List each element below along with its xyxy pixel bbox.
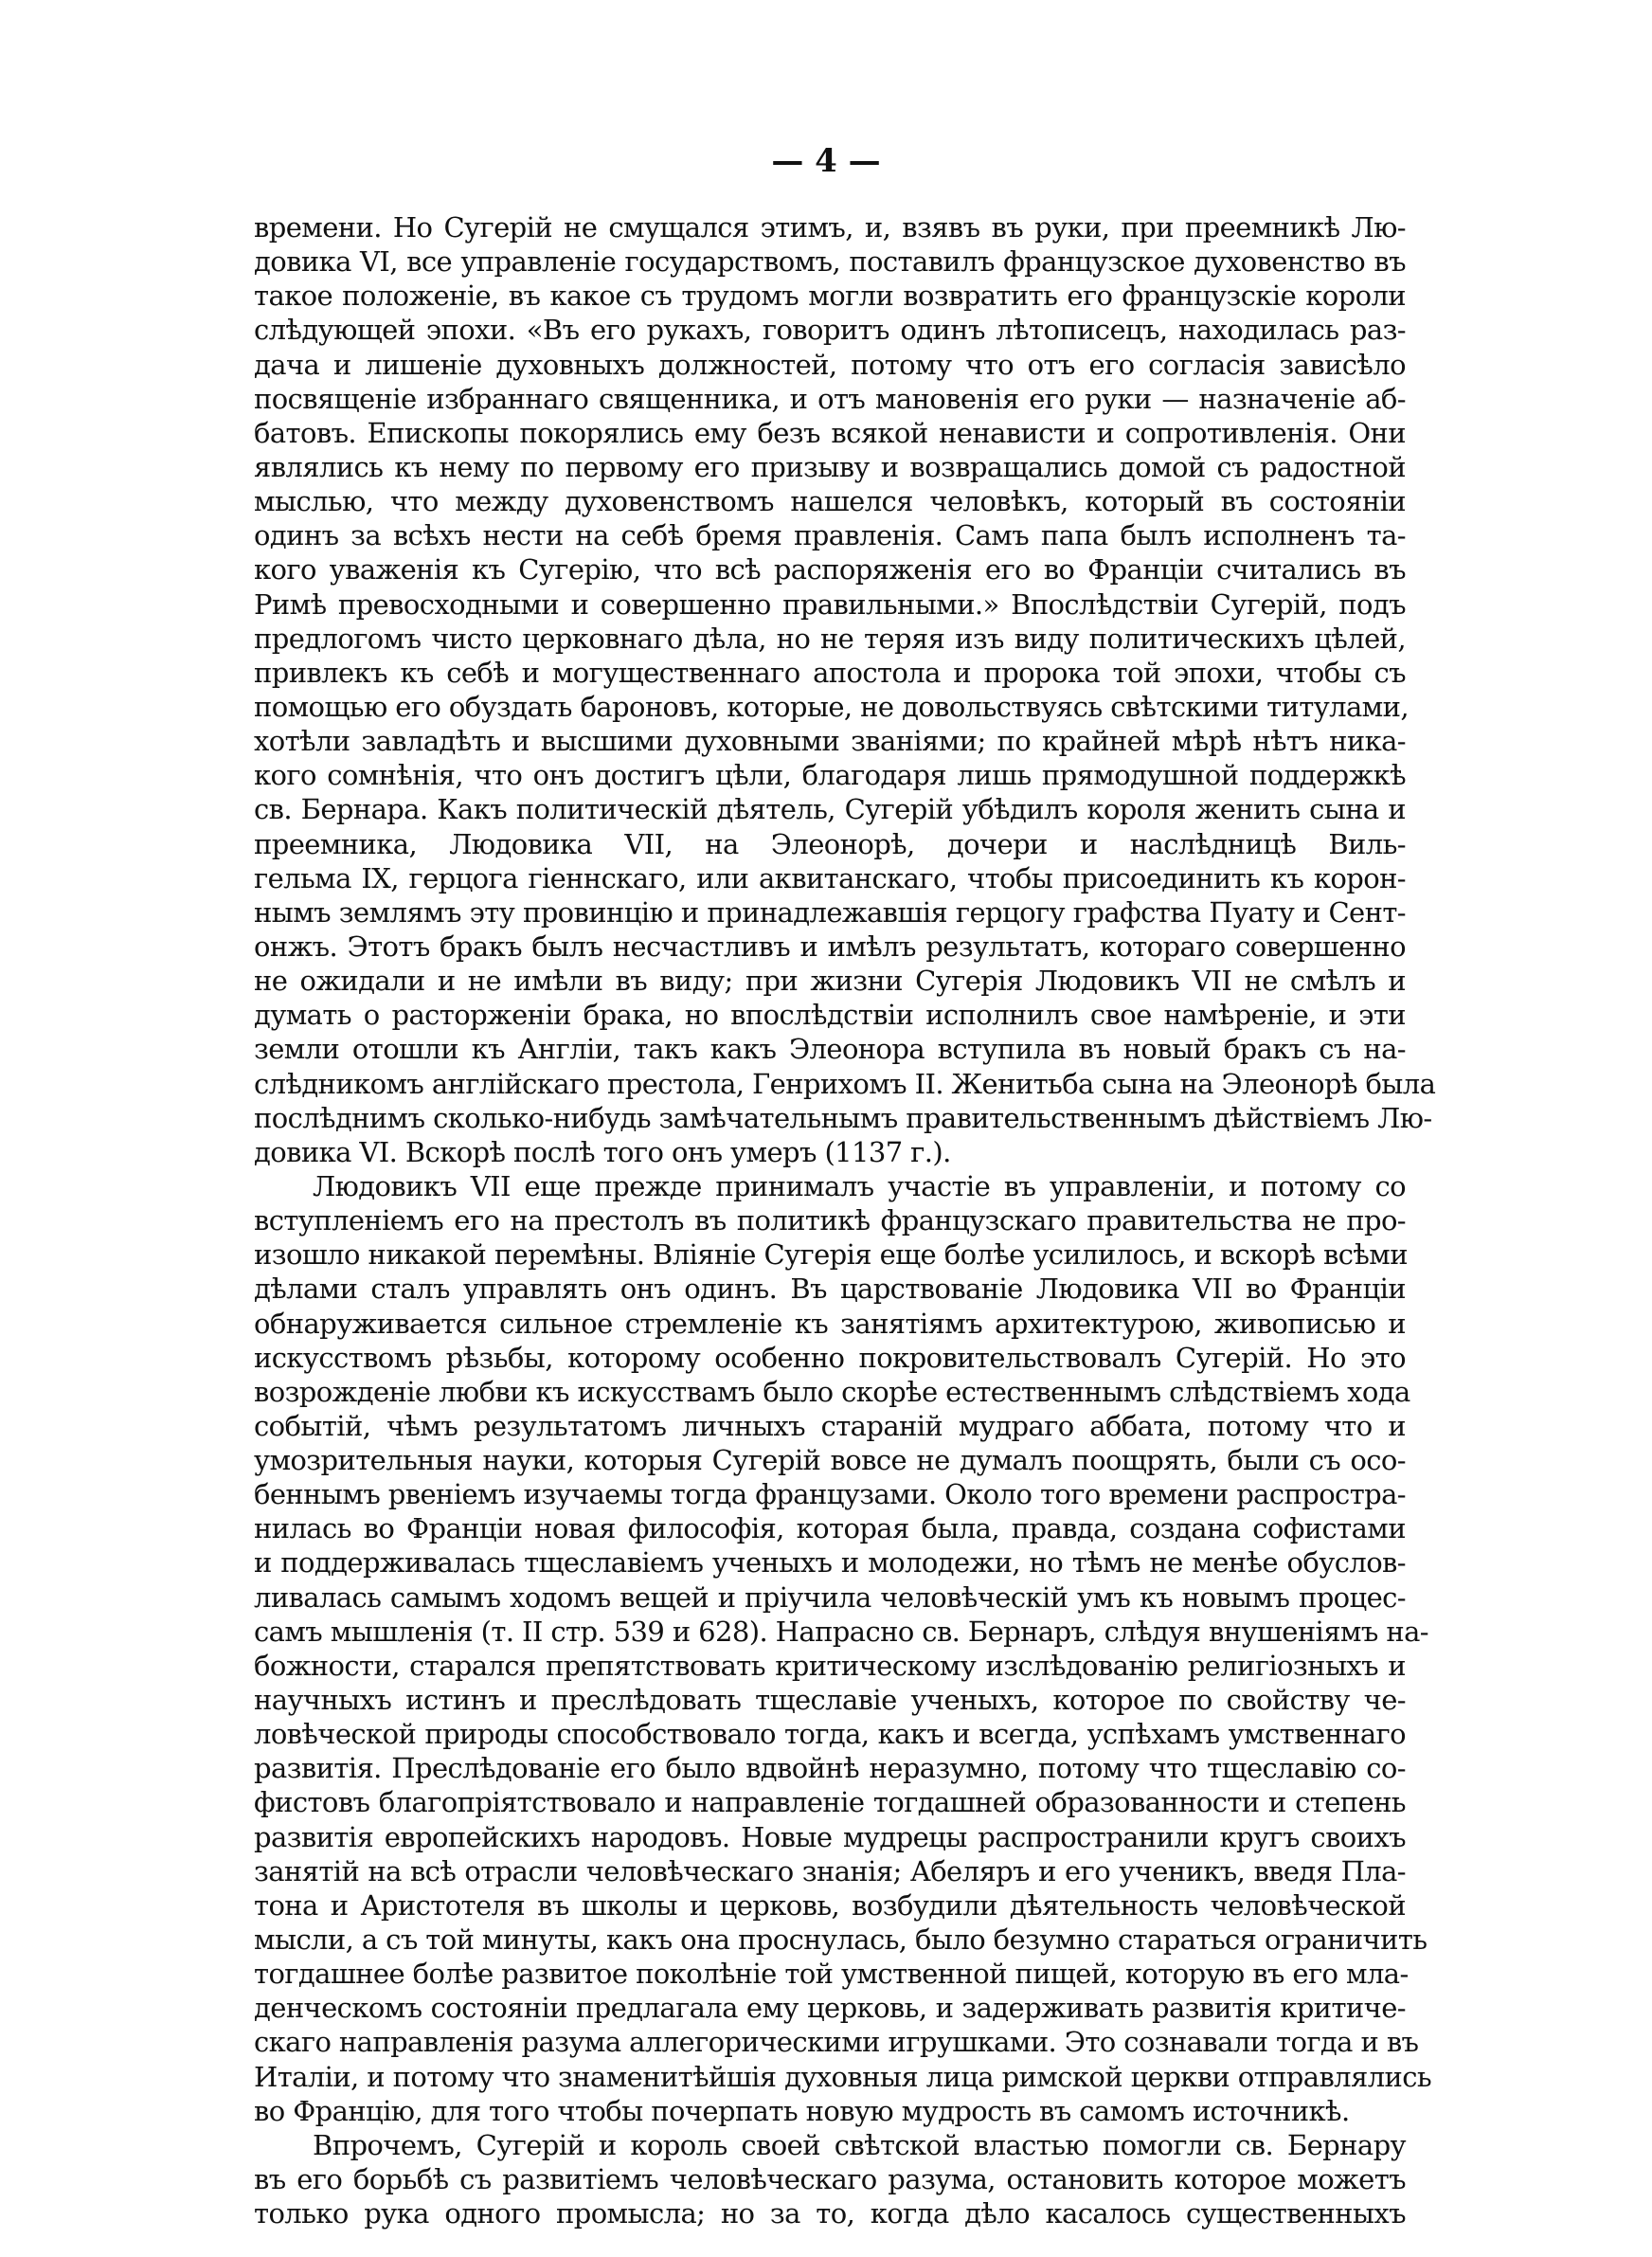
text-line: помощью его обуздать бароновъ, которые, не довольствуясь свѣтскими титулами, xyxy=(254,690,1409,723)
text-line: св. Бернара. Какъ политическій дѣятель, Сугерій убѣдилъ короля женить сына и xyxy=(254,793,1406,826)
text-line: послѣднимъ сколько-нибудь замѣчательнымъ правительственнымъ дѣйствіемъ Лю- xyxy=(254,1101,1432,1134)
text-line: довика VI. Вскорѣ послѣ того онъ умеръ (1137 г.). xyxy=(254,1135,951,1168)
text-line: развитія. Преслѣдованіе его было вдвойнѣ неразумно, потому что тщеславію со- xyxy=(254,1752,1406,1785)
text-line: ловѣческой природы способствовало тогда, какъ и всегда, успѣхамъ умственнаго xyxy=(254,1718,1406,1751)
text-line: во Францію, для того чтобы почерпать новую мудрость въ самомъ источникѣ. xyxy=(254,2094,1350,2127)
text-line: являлись къ нему по первому его призыву и возвращались домой съ радостной xyxy=(254,450,1406,483)
text-line: дѣлами сталъ управлять онъ одинъ. Въ царствованіе Людовика VII во Франціи xyxy=(254,1273,1406,1306)
text-line: думать о расторженіи брака, но впослѣдствіи исполнилъ свое намѣреніе, и эти xyxy=(254,999,1406,1032)
text-line: въ его борьбѣ съ развитіемъ человѣческаго разума, остановить которое можетъ xyxy=(254,2163,1406,2196)
text-line: скаго направленія разума аллегорическими игрушками. Это сознавали тогда и въ xyxy=(254,2026,1419,2059)
text-line: онжъ. Этотъ бракъ былъ несчастливъ и имѣлъ результатъ, котораго совершенно xyxy=(254,930,1406,963)
text-line: занятій на всѣ отрасли человѣческаго знанія; Абеляръ и его ученикъ, введя Пла- xyxy=(254,1854,1406,1887)
text-line: развитія европейскихъ народовъ. Новые мудрецы распространили кругъ своихъ xyxy=(254,1820,1406,1853)
paragraph xyxy=(254,2128,1406,2230)
text-line: предлогомъ чисто церковнаго дѣла, но не теряя изъ виду политическихъ цѣлей, xyxy=(254,622,1406,655)
text-line: ливалась самымъ ходомъ вещей и пріучила человѣческій умъ къ новымъ процес- xyxy=(254,1580,1406,1614)
text-line: преемника, Людовика VII, на Элеонорѣ, дочери и наслѣдницѣ Виль- xyxy=(254,827,1406,860)
text-line: божности, старался препятствовать критическому изслѣдованію религіозныхъ и xyxy=(254,1649,1406,1682)
text-line: возрожденіе любви къ искусствамъ было скорѣе естественнымъ слѣдствіемъ хода xyxy=(254,1375,1410,1408)
text-line: искусствомъ рѣзьбы, которому особенно покровительствовалъ Сугерій. Но это xyxy=(254,1341,1406,1374)
text-line: мыслью, что между духовенствомъ нашелся человѣкъ, который въ состояніи xyxy=(254,485,1406,518)
text-line: Людовикъ VII еще прежде принималъ участіе въ управленіи, и потому со xyxy=(313,1169,1406,1202)
text-line: батовъ. Епископы покорялись ему безъ всякой ненависти и сопротивленія. Они xyxy=(254,416,1406,449)
text-line: Римѣ превосходными и совершенно правильными.» Впослѣдствіи Сугерій, подъ xyxy=(254,587,1406,621)
text-line: умозрительныя науки, которыя Сугерій вовсе не думалъ поощрять, были съ осо- xyxy=(254,1444,1406,1477)
text-line: Впрочемъ, Сугерій и король своей свѣтской властью помогли св. Бернару xyxy=(313,2128,1406,2161)
text-line: событій, чѣмъ результатомъ личныхъ стараній мудраго аббата, потому что и xyxy=(254,1409,1406,1442)
text-line: самъ мышленія (т. II стр. 539 и 628). Напрасно св. Бернаръ, слѣдуя внушеніямъ на- xyxy=(254,1615,1428,1648)
text-line: и поддерживалась тщеславіемъ ученыхъ и молодежи, но тѣмъ не менѣе обуслов- xyxy=(254,1546,1406,1580)
paragraph xyxy=(254,1169,1432,2128)
text-line: такое положеніе, въ какое съ трудомъ могли возвратить его французскіе короли xyxy=(254,280,1406,313)
text-line: хотѣли завладѣть и высшими духовными званіями; по крайней мѣрѣ нѣтъ ника- xyxy=(254,725,1406,758)
text-line: кого уваженія къ Сугерію, что всѣ распоряженія его во Франціи считались въ xyxy=(254,553,1406,587)
text-line: вступленіемъ его на престолъ въ политикѣ французскаго правительства не про- xyxy=(254,1204,1406,1237)
text-line: только рука одного промысла; но за то, когда дѣло касалось существенныхъ xyxy=(254,2197,1406,2230)
text-line: денческомъ состояніи предлагала ему церковь, и задерживать развитія критиче- xyxy=(254,1992,1406,2025)
text-line: кого сомнѣнія, что онъ достигъ цѣли, благодаря лишь прямодушной поддержкѣ xyxy=(254,759,1406,792)
text-line: одинъ за всѣхъ нести на себѣ бремя правленія. Самъ папа былъ исполненъ та- xyxy=(254,519,1406,552)
text-line: времени. Но Сугерій не смущался этимъ, и, взявъ въ руки, при преемникѣ Лю- xyxy=(254,211,1406,244)
text-line: обнаруживается сильное стремленіе къ занятіямъ архитектурою, живописью и xyxy=(254,1307,1406,1340)
text-line: изошло никакой перемѣны. Вліяніе Сугерія еще болѣе усилилось, и вскорѣ всѣми xyxy=(254,1238,1408,1272)
text-line: нилась во Франціи новая философія, которая была, правда, создана софистами xyxy=(254,1512,1406,1545)
text-line: Италіи, и потому что знаменитѣйшія духовныя лица римской церкви отправлялись xyxy=(254,2060,1432,2093)
text-line: привлекъ къ себѣ и могущественнаго апостола и пророка той эпохи, чтобы съ xyxy=(254,656,1406,689)
text-line: тона и Аристотеля въ школы и церковь, возбудили дѣятельность человѣческой xyxy=(254,1888,1406,1922)
text-line: не ожидали и не имѣли въ виду; при жизни Сугерія Людовикъ VII не смѣлъ и xyxy=(254,965,1406,998)
text-line: посвященіе избраннаго священника, и отъ мановенія его руки — назначеніе аб- xyxy=(254,382,1406,415)
paragraph xyxy=(254,210,1436,1169)
text-line: беннымъ рвеніемъ изучаемы тогда французами. Около того времени распростра- xyxy=(254,1478,1406,1511)
text-line: фистовъ благопріятствовало и направленіе тогдашней образованности и степень xyxy=(254,1786,1406,1819)
text-line: научныхъ истинъ и преслѣдовать тщеславіе ученыхъ, которое по свойству че- xyxy=(254,1684,1406,1717)
body-text xyxy=(254,210,1436,2230)
text-line: нымъ землямъ эту провинцію и принадлежавшія герцогу графства Пуату и Сент- xyxy=(254,895,1406,929)
text-line: слѣдующей эпохи. «Въ его рукахъ, говоритъ одинъ лѣтописецъ, находилась раз- xyxy=(254,314,1406,347)
text-line: слѣдникомъ англійскаго престола, Генрихомъ II. Женитьба сына на Элеонорѣ была xyxy=(254,1067,1436,1100)
page-number: — 4 — xyxy=(771,142,881,180)
text-line: земли отошли къ Англіи, такъ какъ Элеонора вступила въ новый бракъ съ на- xyxy=(254,1033,1406,1066)
text-line: тогдашнее болѣе развитое поколѣніе той умственной пищей, которую въ его мла- xyxy=(254,1958,1409,1991)
text-line: дача и лишеніе духовныхъ должностей, потому что отъ его согласія зависѣло xyxy=(254,348,1406,381)
text-line: гельма IX, герцога гіеннскаго, или аквитанскаго, чтобы присоединить къ корон- xyxy=(254,861,1406,894)
text-line: довика VI, все управленіе государствомъ, поставилъ французское духовенство въ xyxy=(254,245,1406,279)
text-line: мысли, а съ той минуты, какъ она проснулась, было безумно стараться ограничить xyxy=(254,1923,1428,1957)
